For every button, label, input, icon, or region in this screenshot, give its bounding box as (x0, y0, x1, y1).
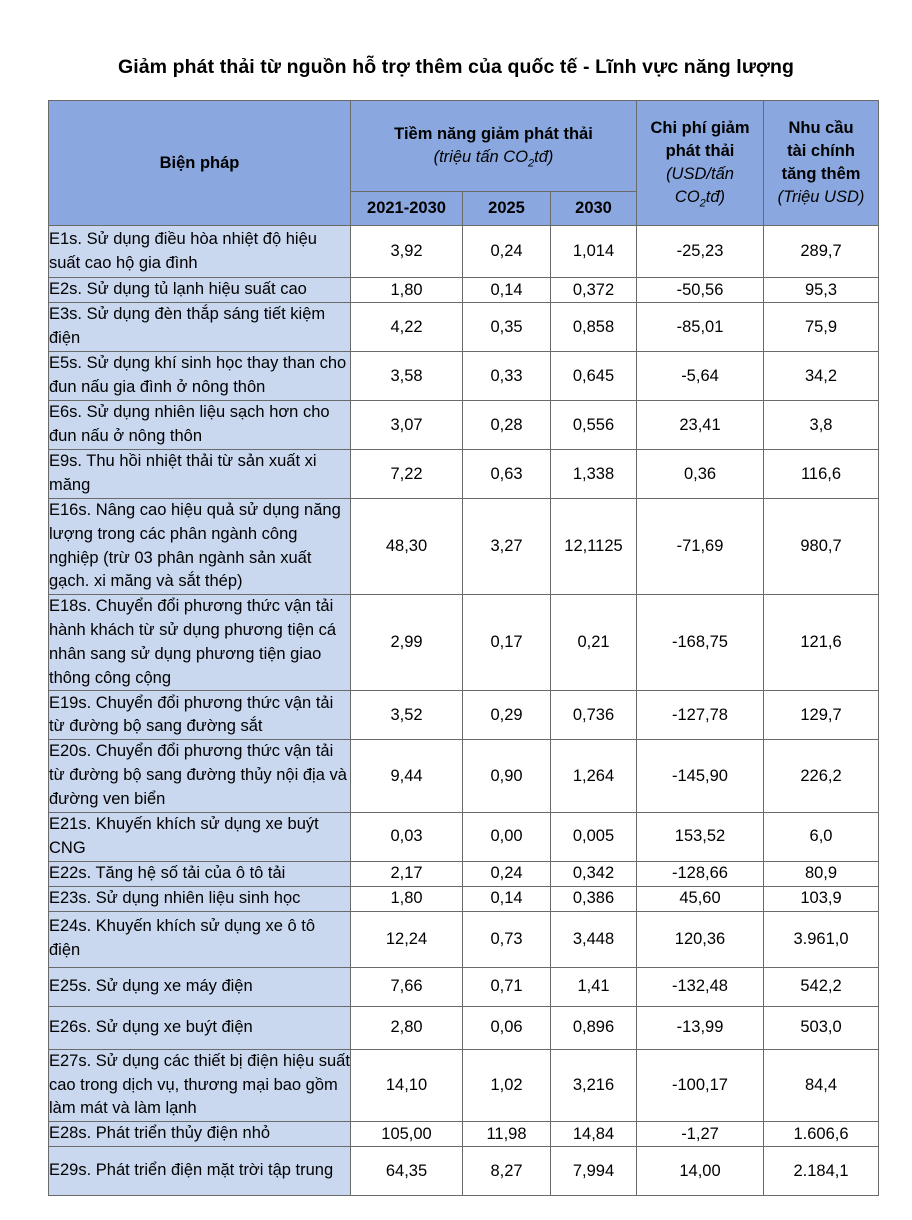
cost-cell: -50,56 (637, 278, 764, 303)
table-row (49, 812, 879, 861)
table-row (49, 226, 879, 278)
potential-2030-cell: 0,736 (551, 691, 637, 740)
finance-cell: 84,4 (764, 1049, 879, 1121)
table-row (49, 303, 879, 352)
measure-cell: E20s. Chuyển đổi phương thức vận tải từ đường bộ sang đường thủy nội địa và đường ven biển (49, 740, 351, 812)
finance-cell: 95,3 (764, 278, 879, 303)
potential-2025-cell: 0,90 (463, 740, 551, 812)
cost-cell: 45,60 (637, 886, 764, 911)
table-body (49, 226, 879, 1196)
potential-2025-cell: 0,63 (463, 450, 551, 499)
potential-2025-cell: 0,24 (463, 226, 551, 278)
measure-cell: E25s. Sử dụng xe máy điện (49, 967, 351, 1006)
cost-cell: -85,01 (637, 303, 764, 352)
potential-2025-cell: 0,00 (463, 812, 551, 861)
potential-2030-cell: 3,216 (551, 1049, 637, 1121)
cost-cell: 120,36 (637, 911, 764, 967)
potential-2021-2030-cell: 4,22 (351, 303, 463, 352)
potential-2021-2030-cell: 2,99 (351, 595, 463, 691)
header-potential-label: Tiềm năng giảm phát thải (394, 125, 593, 143)
potential-2021-2030-cell: 12,24 (351, 911, 463, 967)
table-row (49, 499, 879, 595)
cost-cell: -1,27 (637, 1122, 764, 1147)
measure-cell: E2s. Sử dụng tủ lạnh hiệu suất cao (49, 278, 351, 303)
cost-cell: -71,69 (637, 499, 764, 595)
table-row (49, 740, 879, 812)
finance-cell: 129,7 (764, 691, 879, 740)
cost-cell: 14,00 (637, 1147, 764, 1196)
finance-cell: 6,0 (764, 812, 879, 861)
measure-cell: E5s. Sử dụng khí sinh học thay than cho đun nấu gia đình ở nông thôn (49, 352, 351, 401)
potential-2030-cell: 1,338 (551, 450, 637, 499)
potential-2021-2030-cell: 3,58 (351, 352, 463, 401)
header-measure: Biện pháp (49, 101, 351, 226)
table-row (49, 278, 879, 303)
measure-cell: E27s. Sử dụng các thiết bị điện hiệu suất cao trong dịch vụ, thương mại bao gồm làm mát và làm lạnh (49, 1049, 351, 1121)
potential-2021-2030-cell: 1,80 (351, 886, 463, 911)
emission-reduction-table (48, 100, 879, 1196)
potential-2025-cell: 0,24 (463, 861, 551, 886)
potential-2030-cell: 0,645 (551, 352, 637, 401)
table-row (49, 1049, 879, 1121)
potential-2021-2030-cell: 64,35 (351, 1147, 463, 1196)
cost-cell: 23,41 (637, 401, 764, 450)
finance-cell: 80,9 (764, 861, 879, 886)
potential-2030-cell: 0,005 (551, 812, 637, 861)
measure-cell: E9s. Thu hồi nhiệt thải từ sản xuất xi măng (49, 450, 351, 499)
potential-2030-cell: 0,372 (551, 278, 637, 303)
potential-2025-cell: 0,14 (463, 886, 551, 911)
finance-cell: 1.606,6 (764, 1122, 879, 1147)
measure-cell: E28s. Phát triển thủy điện nhỏ (49, 1122, 351, 1147)
potential-2025-cell: 3,27 (463, 499, 551, 595)
measure-cell: E3s. Sử dụng đèn thắp sáng tiết kiệm điện (49, 303, 351, 352)
table-row (49, 595, 879, 691)
potential-2021-2030-cell: 7,66 (351, 967, 463, 1006)
finance-cell: 34,2 (764, 352, 879, 401)
potential-2030-cell: 12,1125 (551, 499, 637, 595)
potential-2025-cell: 0,35 (463, 303, 551, 352)
measure-cell: E26s. Sử dụng xe buýt điện (49, 1006, 351, 1049)
potential-2025-cell: 11,98 (463, 1122, 551, 1147)
table-row (49, 861, 879, 886)
measure-cell: E29s. Phát triển điện mặt trời tập trung (49, 1147, 351, 1196)
cost-cell: -145,90 (637, 740, 764, 812)
table-row (49, 1122, 879, 1147)
potential-2030-cell: 1,264 (551, 740, 637, 812)
potential-2030-cell: 0,386 (551, 886, 637, 911)
potential-2025-cell: 0,28 (463, 401, 551, 450)
table-row (49, 911, 879, 967)
finance-cell: 121,6 (764, 595, 879, 691)
table-row (49, 1006, 879, 1049)
potential-2030-cell: 14,84 (551, 1122, 637, 1147)
table-row (49, 691, 879, 740)
potential-2025-cell: 0,06 (463, 1006, 551, 1049)
potential-2030-cell: 3,448 (551, 911, 637, 967)
cost-cell: 153,52 (637, 812, 764, 861)
potential-2021-2030-cell: 1,80 (351, 278, 463, 303)
cost-cell: -127,78 (637, 691, 764, 740)
measure-cell: E18s. Chuyển đổi phương thức vận tải hành khách từ sử dụng phương tiện cá nhân sang sử dụng phương tiện giao thông công cộng (49, 595, 351, 691)
potential-2030-cell: 0,858 (551, 303, 637, 352)
cost-cell: -128,66 (637, 861, 764, 886)
table-row (49, 352, 879, 401)
finance-cell: 3.961,0 (764, 911, 879, 967)
potential-2030-cell: 7,994 (551, 1147, 637, 1196)
table-row (49, 1147, 879, 1196)
finance-cell: 980,7 (764, 499, 879, 595)
potential-2030-cell: 0,896 (551, 1006, 637, 1049)
potential-2021-2030-cell: 2,80 (351, 1006, 463, 1049)
potential-2025-cell: 8,27 (463, 1147, 551, 1196)
finance-cell: 226,2 (764, 740, 879, 812)
finance-cell: 3,8 (764, 401, 879, 450)
potential-2025-cell: 1,02 (463, 1049, 551, 1121)
potential-2025-cell: 0,73 (463, 911, 551, 967)
table-row (49, 401, 879, 450)
cost-cell: -13,99 (637, 1006, 764, 1049)
potential-2021-2030-cell: 3,52 (351, 691, 463, 740)
potential-2021-2030-cell: 14,10 (351, 1049, 463, 1121)
cost-cell: 0,36 (637, 450, 764, 499)
header-year-2021-2030: 2021-2030 (351, 192, 463, 226)
table-row (49, 967, 879, 1006)
finance-cell: 103,9 (764, 886, 879, 911)
header-year-2030: 2030 (551, 192, 637, 226)
potential-2021-2030-cell: 105,00 (351, 1122, 463, 1147)
potential-2030-cell: 0,342 (551, 861, 637, 886)
measure-cell: E6s. Sử dụng nhiên liệu sạch hơn cho đun nấu ở nông thôn (49, 401, 351, 450)
page-title: Giảm phát thải từ nguồn hỗ trợ thêm của quốc tế - Lĩnh vực năng lượng (117, 56, 795, 78)
measure-cell: E19s. Chuyển đổi phương thức vận tải từ đường bộ sang đường sắt (49, 691, 351, 740)
potential-2021-2030-cell: 9,44 (351, 740, 463, 812)
potential-2025-cell: 0,71 (463, 967, 551, 1006)
table-header (49, 101, 879, 226)
potential-2021-2030-cell: 2,17 (351, 861, 463, 886)
header-potential (351, 101, 637, 192)
header-year-2025: 2025 (463, 192, 551, 226)
potential-2021-2030-cell: 7,22 (351, 450, 463, 499)
potential-2025-cell: 0,14 (463, 278, 551, 303)
cost-cell: -25,23 (637, 226, 764, 278)
measure-cell: E24s. Khuyến khích sử dụng xe ô tô điện (49, 911, 351, 967)
finance-cell: 75,9 (764, 303, 879, 352)
potential-2021-2030-cell: 3,07 (351, 401, 463, 450)
table-row (49, 886, 879, 911)
potential-2030-cell: 0,21 (551, 595, 637, 691)
finance-cell: 289,7 (764, 226, 879, 278)
potential-2025-cell: 0,29 (463, 691, 551, 740)
header-potential-unit: (triệu tấn $CO_2tđ$) (433, 148, 554, 170)
cost-cell: -132,48 (637, 967, 764, 1006)
finance-cell: 2.184,1 (764, 1147, 879, 1196)
potential-2030-cell: 1,41 (551, 967, 637, 1006)
potential-2030-cell: 1,014 (551, 226, 637, 278)
header-cost: Chi phí giảm phát thải (USD/tấn $CO_2tđ$) (637, 101, 764, 226)
measure-cell: E21s. Khuyến khích sử dụng xe buýt CNG (49, 812, 351, 861)
potential-2025-cell: 0,17 (463, 595, 551, 691)
finance-cell: 503,0 (764, 1006, 879, 1049)
potential-2021-2030-cell: 48,30 (351, 499, 463, 595)
potential-2021-2030-cell: 3,92 (351, 226, 463, 278)
measure-cell: E23s. Sử dụng nhiên liệu sinh học (49, 886, 351, 911)
finance-cell: 542,2 (764, 967, 879, 1006)
table-row (49, 450, 879, 499)
header-finance: Nhu cầu tài chính tăng thêm (Triệu USD) (764, 101, 879, 226)
potential-2021-2030-cell: 0,03 (351, 812, 463, 861)
potential-2025-cell: 0,33 (463, 352, 551, 401)
cost-cell: -168,75 (637, 595, 764, 691)
measure-cell: E1s. Sử dụng điều hòa nhiệt độ hiệu suất cao hộ gia đình (49, 226, 351, 278)
potential-2030-cell: 0,556 (551, 401, 637, 450)
finance-cell: 116,6 (764, 450, 879, 499)
measure-cell: E22s. Tăng hệ số tải của ô tô tải (49, 861, 351, 886)
measure-cell: E16s. Nâng cao hiệu quả sử dụng năng lượng trong các phân ngành công nghiệp (trừ 03 phân ngành sản xuất gạch. xi măng và sắt thép) (49, 499, 351, 595)
cost-cell: -5,64 (637, 352, 764, 401)
cost-cell: -100,17 (637, 1049, 764, 1121)
